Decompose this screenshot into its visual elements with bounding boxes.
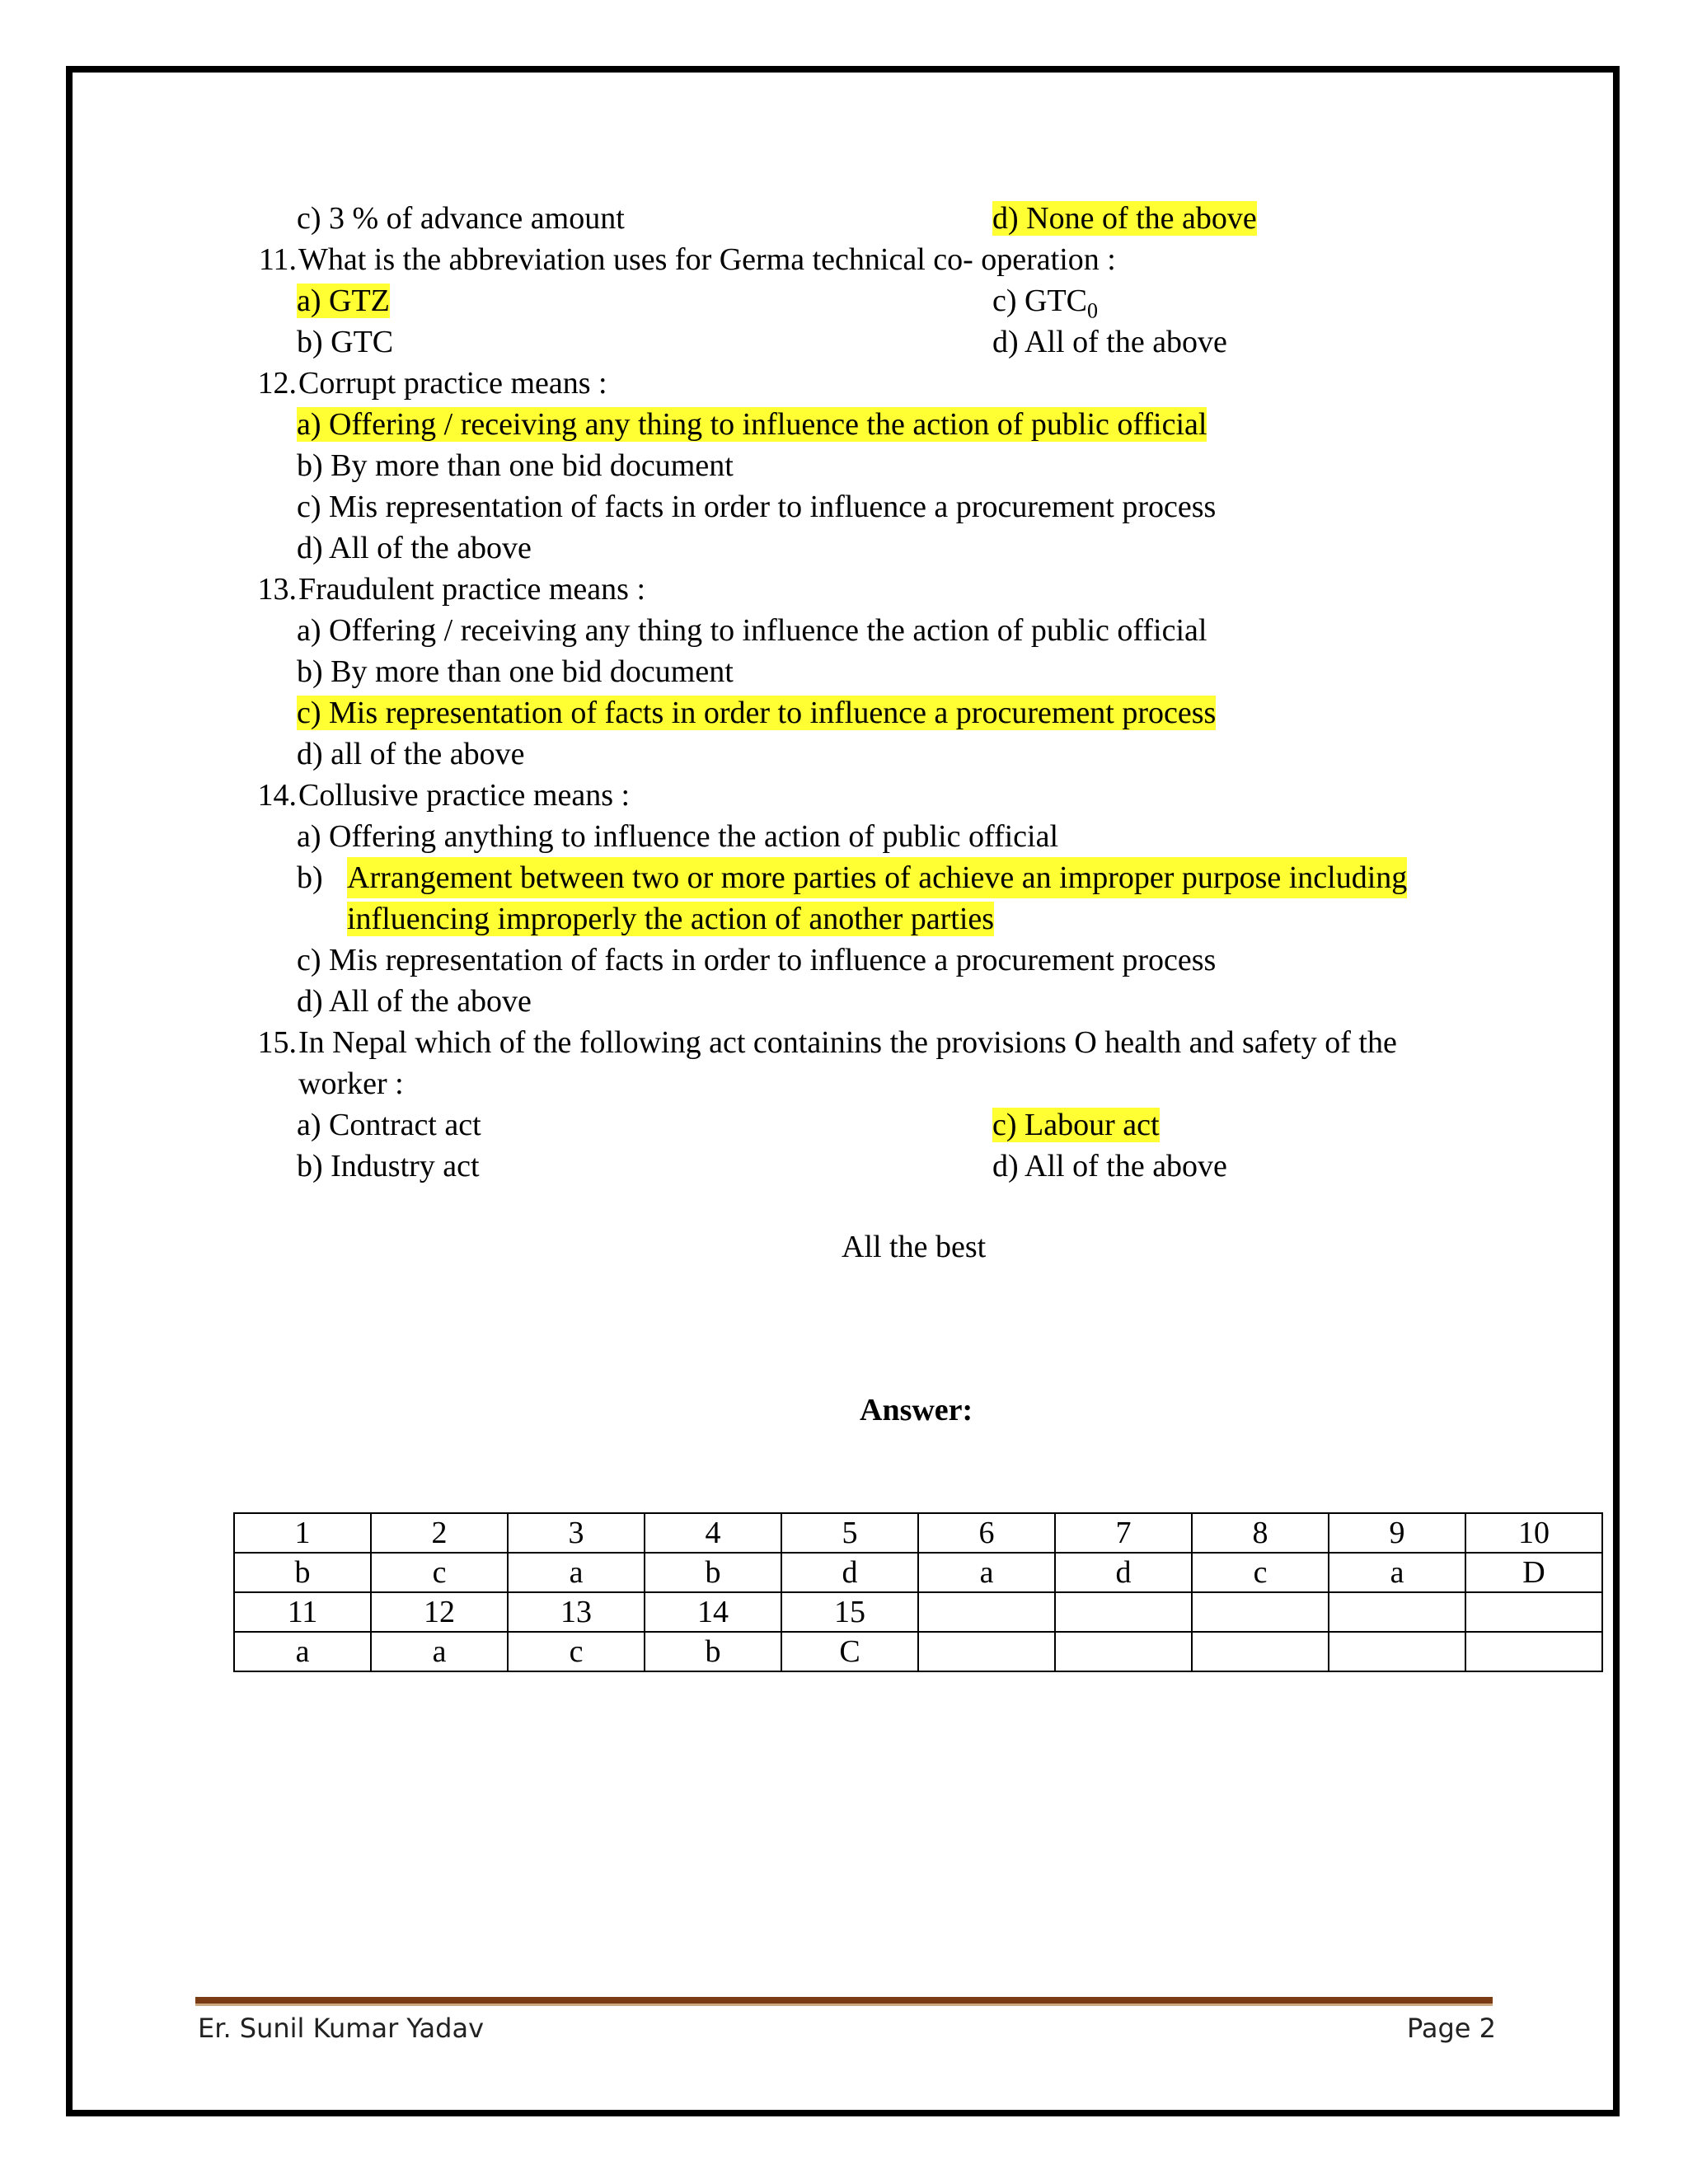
footer-divider [195, 1997, 1493, 2006]
answer-key-table [233, 1512, 1603, 1672]
table-cell: c [508, 1632, 645, 1671]
question-number: 11. [258, 242, 297, 277]
table-cell: b [234, 1553, 371, 1592]
table-cell: 13 [508, 1592, 645, 1632]
question-11 [0, 239, 1688, 280]
table-row [234, 1592, 1602, 1632]
q13-option-b: b) By more than one bid document [297, 654, 734, 689]
question-14 [0, 775, 1688, 816]
table-cell: 14 [645, 1592, 781, 1632]
q11-option-a-highlighted: a) GTZ [297, 284, 390, 318]
footer-author: Er. Sunil Kumar Yadav [198, 2013, 484, 2044]
q15-option-b: b) Industry act [297, 1149, 480, 1183]
question-number: 12. [257, 366, 297, 401]
table-cell: 3 [508, 1513, 645, 1553]
table-cell [1192, 1592, 1329, 1632]
table-cell: a [1329, 1553, 1465, 1592]
table-cell [1055, 1632, 1192, 1671]
table-cell: b [645, 1553, 781, 1592]
q13-option-c-highlighted: c) Mis representation of facts in order to influence a procurement process [297, 696, 1217, 730]
q11-option-c-text: c) GTC [992, 284, 1088, 318]
table-cell: a [508, 1553, 645, 1592]
q14-option-b-line2-highlighted: influencing improperly the action of another parties [347, 902, 995, 936]
table-cell: 4 [645, 1513, 781, 1553]
table-cell: 10 [1465, 1513, 1602, 1553]
table-row [234, 1513, 1602, 1553]
question-12 [0, 363, 1688, 404]
table-cell: c [371, 1553, 508, 1592]
table-cell [918, 1592, 1055, 1632]
table-cell: D [1465, 1553, 1602, 1592]
q11-option-d: d) All of the above [992, 325, 1227, 359]
table-cell: 8 [1192, 1513, 1329, 1553]
table-cell [1329, 1632, 1465, 1671]
question-text: Corrupt practice means : [298, 366, 607, 401]
q12-option-c: c) Mis representation of facts in order to influence a procurement process [297, 490, 1217, 524]
table-cell: 9 [1329, 1513, 1465, 1553]
q15-option-d: d) All of the above [992, 1149, 1227, 1183]
q12-option-d: d) All of the above [297, 531, 532, 565]
table-row [234, 1632, 1602, 1671]
table-cell [1329, 1592, 1465, 1632]
question-text: In Nepal which of the following act containins the provisions O health and safety of the [298, 1025, 1397, 1060]
q14-option-c: c) Mis representation of facts in order to influence a procurement process [297, 943, 1217, 977]
question-15 [0, 1022, 1688, 1063]
q11-option-b: b) GTC [297, 325, 394, 359]
table-cell: d [781, 1553, 918, 1592]
question-15-text-line2: worker : [298, 1066, 404, 1101]
q10-option-c: c) 3 % of advance amount [297, 201, 625, 236]
option-letter: b) [297, 860, 323, 895]
table-cell: d [1055, 1553, 1192, 1592]
q14-option-a: a) Offering anything to influence the action of public official [297, 819, 1059, 854]
table-cell: 7 [1055, 1513, 1192, 1553]
q15-option-a: a) Contract act [297, 1108, 481, 1142]
table-cell: a [918, 1553, 1055, 1592]
table-cell [1192, 1632, 1329, 1671]
q11-option-c-subscript: 0 [1087, 298, 1099, 323]
table-cell: 11 [234, 1592, 371, 1632]
table-cell: 2 [371, 1513, 508, 1553]
table-cell [1055, 1592, 1192, 1632]
table-cell [1465, 1632, 1602, 1671]
footer-page-number: Page 2 [1407, 2013, 1496, 2044]
table-cell: a [234, 1632, 371, 1671]
q14-option-b-line1-highlighted: Arrangement between two or more parties of achieve an improper purpose including [347, 857, 1407, 898]
answer-heading: Answer: [860, 1393, 973, 1427]
q14-option-b [297, 857, 1533, 898]
question-number: 13. [257, 572, 297, 607]
q11-option-c [992, 280, 1098, 321]
table-cell: 15 [781, 1592, 918, 1632]
table-row [234, 1553, 1602, 1592]
table-cell: 12 [371, 1592, 508, 1632]
table-cell [1465, 1592, 1602, 1632]
question-number: 14. [257, 778, 297, 813]
table-cell: b [645, 1632, 781, 1671]
q12-option-b: b) By more than one bid document [297, 448, 734, 483]
question-text: What is the abbreviation uses for Germa technical co- operation : [298, 242, 1116, 277]
question-text: Fraudulent practice means : [298, 572, 646, 607]
q14-option-d: d) All of the above [297, 984, 532, 1019]
closing-text: All the best [842, 1230, 987, 1264]
question-13 [0, 569, 1688, 610]
table-cell: C [781, 1632, 918, 1671]
question-number: 15. [257, 1025, 297, 1060]
q13-option-d: d) all of the above [297, 737, 525, 771]
table-cell [918, 1632, 1055, 1671]
q13-option-a: a) Offering / receiving any thing to influence the action of public official [297, 613, 1207, 648]
table-cell: 1 [234, 1513, 371, 1553]
table-cell: c [1192, 1553, 1329, 1592]
q10-option-d-highlighted: d) None of the above [992, 201, 1257, 236]
table-cell: 5 [781, 1513, 918, 1553]
q12-option-a-highlighted: a) Offering / receiving any thing to influence the action of public official [297, 407, 1207, 442]
question-text: Collusive practice means : [298, 778, 631, 813]
table-cell: 6 [918, 1513, 1055, 1553]
q15-option-c-highlighted: c) Labour act [992, 1108, 1160, 1142]
table-cell: a [371, 1632, 508, 1671]
